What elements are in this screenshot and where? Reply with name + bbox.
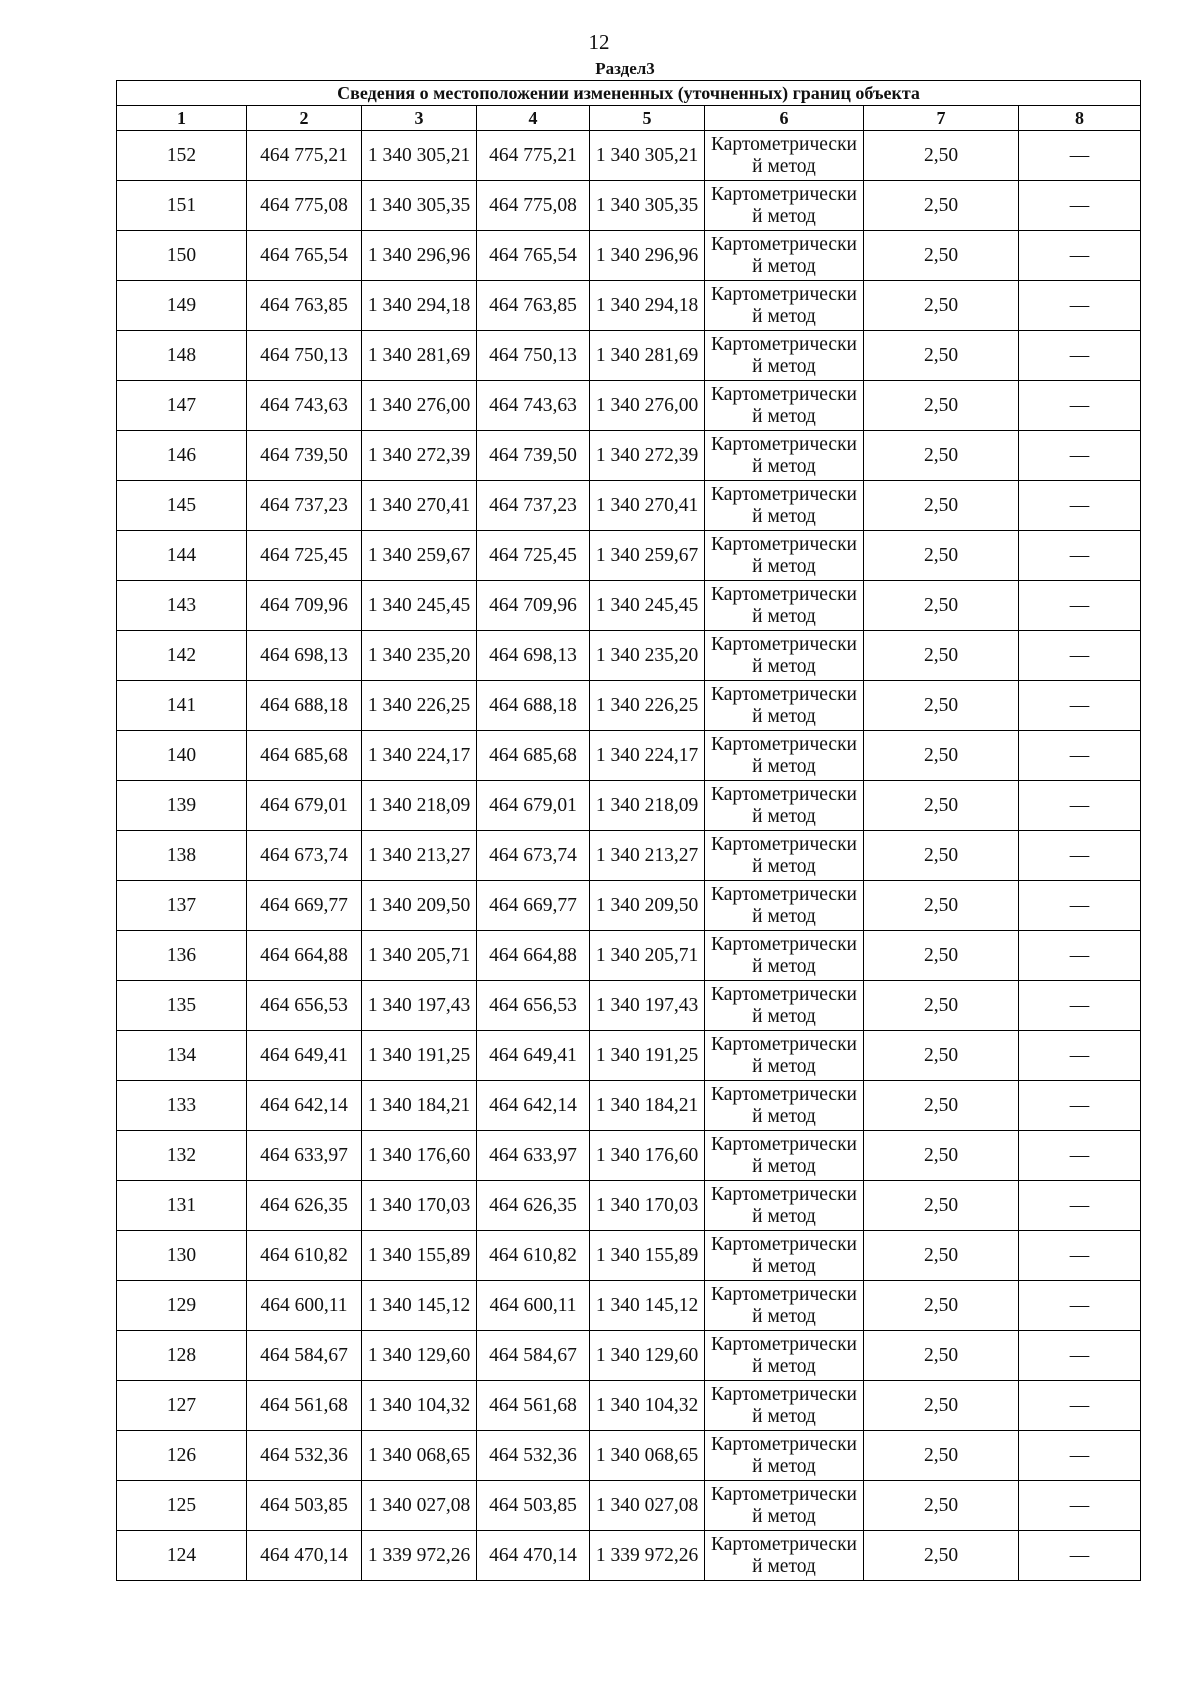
x-existing-cell: 464 532,36 bbox=[247, 1431, 362, 1481]
accuracy-cell: 2,50 bbox=[864, 581, 1019, 631]
y-updated-cell: 1 340 305,21 bbox=[590, 131, 705, 181]
x-existing-cell: 464 673,74 bbox=[247, 831, 362, 881]
point-number-cell: 139 bbox=[117, 781, 247, 831]
x-existing-cell: 464 642,14 bbox=[247, 1081, 362, 1131]
x-updated-cell: 464 679,01 bbox=[477, 781, 590, 831]
accuracy-cell: 2,50 bbox=[864, 981, 1019, 1031]
method-cell: Картометрически й метод bbox=[705, 1031, 864, 1081]
table-title: Сведения о местоположении измененных (уточненных) границ объекта bbox=[117, 81, 1141, 106]
table-row bbox=[117, 1481, 1141, 1531]
table-row bbox=[117, 1431, 1141, 1481]
accuracy-cell: 2,50 bbox=[864, 1031, 1019, 1081]
table-row bbox=[117, 181, 1141, 231]
x-updated-cell: 464 737,23 bbox=[477, 481, 590, 531]
y-updated-cell: 1 340 235,20 bbox=[590, 631, 705, 681]
x-existing-cell: 464 775,08 bbox=[247, 181, 362, 231]
x-existing-cell: 464 626,35 bbox=[247, 1181, 362, 1231]
y-existing-cell: 1 340 145,12 bbox=[362, 1281, 477, 1331]
table-title-row bbox=[117, 81, 1141, 106]
accuracy-cell: 2,50 bbox=[864, 481, 1019, 531]
x-updated-cell: 464 685,68 bbox=[477, 731, 590, 781]
table-row bbox=[117, 1281, 1141, 1331]
x-updated-cell: 464 763,85 bbox=[477, 281, 590, 331]
y-existing-cell: 1 340 305,35 bbox=[362, 181, 477, 231]
description-cell: — bbox=[1019, 1531, 1141, 1581]
y-updated-cell: 1 340 276,00 bbox=[590, 381, 705, 431]
x-existing-cell: 464 656,53 bbox=[247, 981, 362, 1031]
accuracy-cell: 2,50 bbox=[864, 1281, 1019, 1331]
table-row bbox=[117, 681, 1141, 731]
y-updated-cell: 1 340 218,09 bbox=[590, 781, 705, 831]
point-number-cell: 148 bbox=[117, 331, 247, 381]
y-existing-cell: 1 340 296,96 bbox=[362, 231, 477, 281]
x-existing-cell: 464 743,63 bbox=[247, 381, 362, 431]
y-existing-cell: 1 340 245,45 bbox=[362, 581, 477, 631]
y-updated-cell: 1 340 294,18 bbox=[590, 281, 705, 331]
point-number-cell: 141 bbox=[117, 681, 247, 731]
x-updated-cell: 464 698,13 bbox=[477, 631, 590, 681]
x-updated-cell: 464 642,14 bbox=[477, 1081, 590, 1131]
column-number-row bbox=[117, 106, 1141, 131]
method-cell: Картометрически й метод bbox=[705, 631, 864, 681]
point-number-cell: 144 bbox=[117, 531, 247, 581]
y-updated-cell: 1 340 305,35 bbox=[590, 181, 705, 231]
method-cell: Картометрически й метод bbox=[705, 531, 864, 581]
y-updated-cell: 1 340 296,96 bbox=[590, 231, 705, 281]
accuracy-cell: 2,50 bbox=[864, 1181, 1019, 1231]
point-number-cell: 126 bbox=[117, 1431, 247, 1481]
method-cell: Картометрически й метод bbox=[705, 1481, 864, 1531]
description-cell: — bbox=[1019, 1031, 1141, 1081]
column-header-6: 6 bbox=[705, 106, 864, 131]
x-updated-cell: 464 673,74 bbox=[477, 831, 590, 881]
accuracy-cell: 2,50 bbox=[864, 831, 1019, 881]
accuracy-cell: 2,50 bbox=[864, 631, 1019, 681]
description-cell: — bbox=[1019, 1231, 1141, 1281]
x-updated-cell: 464 626,35 bbox=[477, 1181, 590, 1231]
x-existing-cell: 464 584,67 bbox=[247, 1331, 362, 1381]
x-existing-cell: 464 470,14 bbox=[247, 1531, 362, 1581]
x-existing-cell: 464 633,97 bbox=[247, 1131, 362, 1181]
accuracy-cell: 2,50 bbox=[864, 1481, 1019, 1531]
y-updated-cell: 1 340 226,25 bbox=[590, 681, 705, 731]
y-existing-cell: 1 340 259,67 bbox=[362, 531, 477, 581]
x-existing-cell: 464 737,23 bbox=[247, 481, 362, 531]
x-existing-cell: 464 709,96 bbox=[247, 581, 362, 631]
description-cell: — bbox=[1019, 1281, 1141, 1331]
x-existing-cell: 464 765,54 bbox=[247, 231, 362, 281]
y-updated-cell: 1 340 184,21 bbox=[590, 1081, 705, 1131]
point-number-cell: 125 bbox=[117, 1481, 247, 1531]
method-cell: Картометрически й метод bbox=[705, 1431, 864, 1481]
y-existing-cell: 1 340 272,39 bbox=[362, 431, 477, 481]
description-cell: — bbox=[1019, 281, 1141, 331]
accuracy-cell: 2,50 bbox=[864, 1081, 1019, 1131]
method-cell: Картометрически й метод bbox=[705, 1231, 864, 1281]
description-cell: — bbox=[1019, 331, 1141, 381]
point-number-cell: 127 bbox=[117, 1381, 247, 1431]
y-existing-cell: 1 340 176,60 bbox=[362, 1131, 477, 1181]
method-cell: Картометрически й метод bbox=[705, 981, 864, 1031]
table-row bbox=[117, 281, 1141, 331]
y-updated-cell: 1 340 027,08 bbox=[590, 1481, 705, 1531]
x-updated-cell: 464 600,11 bbox=[477, 1281, 590, 1331]
description-cell: — bbox=[1019, 631, 1141, 681]
description-cell: — bbox=[1019, 1181, 1141, 1231]
column-header-7: 7 bbox=[864, 106, 1019, 131]
y-updated-cell: 1 340 224,17 bbox=[590, 731, 705, 781]
table-row bbox=[117, 531, 1141, 581]
description-cell: — bbox=[1019, 1081, 1141, 1131]
y-existing-cell: 1 340 218,09 bbox=[362, 781, 477, 831]
description-cell: — bbox=[1019, 231, 1141, 281]
point-number-cell: 146 bbox=[117, 431, 247, 481]
accuracy-cell: 2,50 bbox=[864, 231, 1019, 281]
table-row bbox=[117, 981, 1141, 1031]
x-existing-cell: 464 688,18 bbox=[247, 681, 362, 731]
table-row bbox=[117, 431, 1141, 481]
y-existing-cell: 1 340 068,65 bbox=[362, 1431, 477, 1481]
accuracy-cell: 2,50 bbox=[864, 281, 1019, 331]
table-row bbox=[117, 381, 1141, 431]
table-row bbox=[117, 331, 1141, 381]
table-body bbox=[117, 131, 1141, 1581]
table-row bbox=[117, 831, 1141, 881]
y-existing-cell: 1 340 276,00 bbox=[362, 381, 477, 431]
y-existing-cell: 1 340 281,69 bbox=[362, 331, 477, 381]
y-existing-cell: 1 340 155,89 bbox=[362, 1231, 477, 1281]
description-cell: — bbox=[1019, 1331, 1141, 1381]
y-existing-cell: 1 340 104,32 bbox=[362, 1381, 477, 1431]
y-existing-cell: 1 340 235,20 bbox=[362, 631, 477, 681]
accuracy-cell: 2,50 bbox=[864, 381, 1019, 431]
x-existing-cell: 464 750,13 bbox=[247, 331, 362, 381]
description-cell: — bbox=[1019, 531, 1141, 581]
point-number-cell: 129 bbox=[117, 1281, 247, 1331]
description-cell: — bbox=[1019, 481, 1141, 531]
y-updated-cell: 1 340 259,67 bbox=[590, 531, 705, 581]
description-cell: — bbox=[1019, 931, 1141, 981]
method-cell: Картометрически й метод bbox=[705, 681, 864, 731]
method-cell: Картометрически й метод bbox=[705, 381, 864, 431]
point-number-cell: 134 bbox=[117, 1031, 247, 1081]
point-number-cell: 124 bbox=[117, 1531, 247, 1581]
method-cell: Картометрически й метод bbox=[705, 331, 864, 381]
y-updated-cell: 1 340 104,32 bbox=[590, 1381, 705, 1431]
table-row bbox=[117, 581, 1141, 631]
x-updated-cell: 464 750,13 bbox=[477, 331, 590, 381]
accuracy-cell: 2,50 bbox=[864, 131, 1019, 181]
y-updated-cell: 1 340 272,39 bbox=[590, 431, 705, 481]
description-cell: — bbox=[1019, 881, 1141, 931]
y-updated-cell: 1 340 191,25 bbox=[590, 1031, 705, 1081]
y-existing-cell: 1 340 305,21 bbox=[362, 131, 477, 181]
table-row bbox=[117, 631, 1141, 681]
y-updated-cell: 1 340 170,03 bbox=[590, 1181, 705, 1231]
point-number-cell: 135 bbox=[117, 981, 247, 1031]
method-cell: Картометрически й метод bbox=[705, 181, 864, 231]
y-updated-cell: 1 340 205,71 bbox=[590, 931, 705, 981]
x-existing-cell: 464 763,85 bbox=[247, 281, 362, 331]
method-cell: Картометрически й метод bbox=[705, 931, 864, 981]
table-row bbox=[117, 731, 1141, 781]
x-updated-cell: 464 664,88 bbox=[477, 931, 590, 981]
boundary-coordinates-table bbox=[116, 80, 1141, 1581]
accuracy-cell: 2,50 bbox=[864, 531, 1019, 581]
y-existing-cell: 1 340 027,08 bbox=[362, 1481, 477, 1531]
table-row bbox=[117, 1031, 1141, 1081]
accuracy-cell: 2,50 bbox=[864, 1431, 1019, 1481]
y-updated-cell: 1 340 209,50 bbox=[590, 881, 705, 931]
method-cell: Картометрически й метод bbox=[705, 781, 864, 831]
method-cell: Картометрически й метод bbox=[705, 1131, 864, 1181]
point-number-cell: 150 bbox=[117, 231, 247, 281]
point-number-cell: 151 bbox=[117, 181, 247, 231]
y-existing-cell: 1 340 170,03 bbox=[362, 1181, 477, 1231]
y-existing-cell: 1 340 205,71 bbox=[362, 931, 477, 981]
x-updated-cell: 464 775,08 bbox=[477, 181, 590, 231]
y-updated-cell: 1 340 245,45 bbox=[590, 581, 705, 631]
x-updated-cell: 464 765,54 bbox=[477, 231, 590, 281]
x-updated-cell: 464 739,50 bbox=[477, 431, 590, 481]
description-cell: — bbox=[1019, 581, 1141, 631]
description-cell: — bbox=[1019, 731, 1141, 781]
y-existing-cell: 1 340 224,17 bbox=[362, 731, 477, 781]
description-cell: — bbox=[1019, 1131, 1141, 1181]
x-updated-cell: 464 561,68 bbox=[477, 1381, 590, 1431]
method-cell: Картометрически й метод bbox=[705, 731, 864, 781]
column-header-4: 4 bbox=[477, 106, 590, 131]
point-number-cell: 133 bbox=[117, 1081, 247, 1131]
column-header-3: 3 bbox=[362, 106, 477, 131]
x-updated-cell: 464 584,67 bbox=[477, 1331, 590, 1381]
accuracy-cell: 2,50 bbox=[864, 731, 1019, 781]
accuracy-cell: 2,50 bbox=[864, 781, 1019, 831]
x-updated-cell: 464 503,85 bbox=[477, 1481, 590, 1531]
accuracy-cell: 2,50 bbox=[864, 1531, 1019, 1581]
x-existing-cell: 464 610,82 bbox=[247, 1231, 362, 1281]
y-updated-cell: 1 340 270,41 bbox=[590, 481, 705, 531]
x-existing-cell: 464 503,85 bbox=[247, 1481, 362, 1531]
y-updated-cell: 1 340 129,60 bbox=[590, 1331, 705, 1381]
accuracy-cell: 2,50 bbox=[864, 181, 1019, 231]
column-header-5: 5 bbox=[590, 106, 705, 131]
x-existing-cell: 464 685,68 bbox=[247, 731, 362, 781]
accuracy-cell: 2,50 bbox=[864, 1331, 1019, 1381]
description-cell: — bbox=[1019, 431, 1141, 481]
table-row bbox=[117, 781, 1141, 831]
table-row bbox=[117, 231, 1141, 281]
column-header-2: 2 bbox=[247, 106, 362, 131]
method-cell: Картометрически й метод bbox=[705, 481, 864, 531]
y-existing-cell: 1 340 270,41 bbox=[362, 481, 477, 531]
column-header-8: 8 bbox=[1019, 106, 1141, 131]
x-updated-cell: 464 743,63 bbox=[477, 381, 590, 431]
method-cell: Картометрически й метод bbox=[705, 281, 864, 331]
point-number-cell: 132 bbox=[117, 1131, 247, 1181]
x-existing-cell: 464 669,77 bbox=[247, 881, 362, 931]
y-updated-cell: 1 340 145,12 bbox=[590, 1281, 705, 1331]
description-cell: — bbox=[1019, 1431, 1141, 1481]
table-row bbox=[117, 881, 1141, 931]
method-cell: Картометрически й метод bbox=[705, 231, 864, 281]
x-updated-cell: 464 656,53 bbox=[477, 981, 590, 1031]
table-row bbox=[117, 1381, 1141, 1431]
method-cell: Картометрически й метод bbox=[705, 431, 864, 481]
x-updated-cell: 464 725,45 bbox=[477, 531, 590, 581]
point-number-cell: 128 bbox=[117, 1331, 247, 1381]
y-existing-cell: 1 339 972,26 bbox=[362, 1531, 477, 1581]
description-cell: — bbox=[1019, 681, 1141, 731]
table-row bbox=[117, 1131, 1141, 1181]
description-cell: — bbox=[1019, 781, 1141, 831]
table-row bbox=[117, 1181, 1141, 1231]
table-row bbox=[117, 1231, 1141, 1281]
x-existing-cell: 464 739,50 bbox=[247, 431, 362, 481]
description-cell: — bbox=[1019, 981, 1141, 1031]
accuracy-cell: 2,50 bbox=[864, 931, 1019, 981]
x-existing-cell: 464 664,88 bbox=[247, 931, 362, 981]
y-updated-cell: 1 340 155,89 bbox=[590, 1231, 705, 1281]
y-existing-cell: 1 340 213,27 bbox=[362, 831, 477, 881]
point-number-cell: 142 bbox=[117, 631, 247, 681]
y-updated-cell: 1 340 197,43 bbox=[590, 981, 705, 1031]
accuracy-cell: 2,50 bbox=[864, 881, 1019, 931]
accuracy-cell: 2,50 bbox=[864, 331, 1019, 381]
method-cell: Картометрически й метод bbox=[705, 1181, 864, 1231]
accuracy-cell: 2,50 bbox=[864, 1381, 1019, 1431]
x-existing-cell: 464 600,11 bbox=[247, 1281, 362, 1331]
column-header-1: 1 bbox=[117, 106, 247, 131]
table-row bbox=[117, 1081, 1141, 1131]
method-cell: Картометрически й метод bbox=[705, 881, 864, 931]
x-existing-cell: 464 698,13 bbox=[247, 631, 362, 681]
x-updated-cell: 464 688,18 bbox=[477, 681, 590, 731]
method-cell: Картометрически й метод bbox=[705, 1531, 864, 1581]
method-cell: Картометрически й метод bbox=[705, 1081, 864, 1131]
x-updated-cell: 464 649,41 bbox=[477, 1031, 590, 1081]
y-existing-cell: 1 340 197,43 bbox=[362, 981, 477, 1031]
point-number-cell: 140 bbox=[117, 731, 247, 781]
y-updated-cell: 1 340 213,27 bbox=[590, 831, 705, 881]
point-number-cell: 136 bbox=[117, 931, 247, 981]
description-cell: — bbox=[1019, 831, 1141, 881]
x-updated-cell: 464 633,97 bbox=[477, 1131, 590, 1181]
y-updated-cell: 1 340 068,65 bbox=[590, 1431, 705, 1481]
method-cell: Картометрически й метод bbox=[705, 581, 864, 631]
y-updated-cell: 1 340 176,60 bbox=[590, 1131, 705, 1181]
y-existing-cell: 1 340 129,60 bbox=[362, 1331, 477, 1381]
y-existing-cell: 1 340 191,25 bbox=[362, 1031, 477, 1081]
accuracy-cell: 2,50 bbox=[864, 1131, 1019, 1181]
y-existing-cell: 1 340 226,25 bbox=[362, 681, 477, 731]
point-number-cell: 145 bbox=[117, 481, 247, 531]
accuracy-cell: 2,50 bbox=[864, 431, 1019, 481]
point-number-cell: 149 bbox=[117, 281, 247, 331]
table-row bbox=[117, 931, 1141, 981]
description-cell: — bbox=[1019, 131, 1141, 181]
x-updated-cell: 464 532,36 bbox=[477, 1431, 590, 1481]
x-existing-cell: 464 649,41 bbox=[247, 1031, 362, 1081]
y-existing-cell: 1 340 294,18 bbox=[362, 281, 477, 331]
section-title: Раздел3 bbox=[595, 59, 655, 78]
description-cell: — bbox=[1019, 1381, 1141, 1431]
point-number-cell: 143 bbox=[117, 581, 247, 631]
table-row bbox=[117, 481, 1141, 531]
y-updated-cell: 1 339 972,26 bbox=[590, 1531, 705, 1581]
x-existing-cell: 464 679,01 bbox=[247, 781, 362, 831]
accuracy-cell: 2,50 bbox=[864, 681, 1019, 731]
method-cell: Картометрически й метод bbox=[705, 131, 864, 181]
method-cell: Картометрически й метод bbox=[705, 831, 864, 881]
table-row bbox=[117, 131, 1141, 181]
method-cell: Картометрически й метод bbox=[705, 1281, 864, 1331]
table-row bbox=[117, 1531, 1141, 1581]
method-cell: Картометрически й метод bbox=[705, 1381, 864, 1431]
point-number-cell: 131 bbox=[117, 1181, 247, 1231]
page-number: 12 bbox=[588, 30, 610, 54]
description-cell: — bbox=[1019, 1481, 1141, 1531]
description-cell: — bbox=[1019, 381, 1141, 431]
x-updated-cell: 464 610,82 bbox=[477, 1231, 590, 1281]
accuracy-cell: 2,50 bbox=[864, 1231, 1019, 1281]
x-existing-cell: 464 561,68 bbox=[247, 1381, 362, 1431]
point-number-cell: 138 bbox=[117, 831, 247, 881]
x-updated-cell: 464 470,14 bbox=[477, 1531, 590, 1581]
y-existing-cell: 1 340 184,21 bbox=[362, 1081, 477, 1131]
point-number-cell: 137 bbox=[117, 881, 247, 931]
point-number-cell: 152 bbox=[117, 131, 247, 181]
x-existing-cell: 464 775,21 bbox=[247, 131, 362, 181]
y-existing-cell: 1 340 209,50 bbox=[362, 881, 477, 931]
point-number-cell: 130 bbox=[117, 1231, 247, 1281]
x-existing-cell: 464 725,45 bbox=[247, 531, 362, 581]
x-updated-cell: 464 669,77 bbox=[477, 881, 590, 931]
x-updated-cell: 464 709,96 bbox=[477, 581, 590, 631]
point-number-cell: 147 bbox=[117, 381, 247, 431]
method-cell: Картометрически й метод bbox=[705, 1331, 864, 1381]
description-cell: — bbox=[1019, 181, 1141, 231]
x-updated-cell: 464 775,21 bbox=[477, 131, 590, 181]
table-row bbox=[117, 1331, 1141, 1381]
y-updated-cell: 1 340 281,69 bbox=[590, 331, 705, 381]
